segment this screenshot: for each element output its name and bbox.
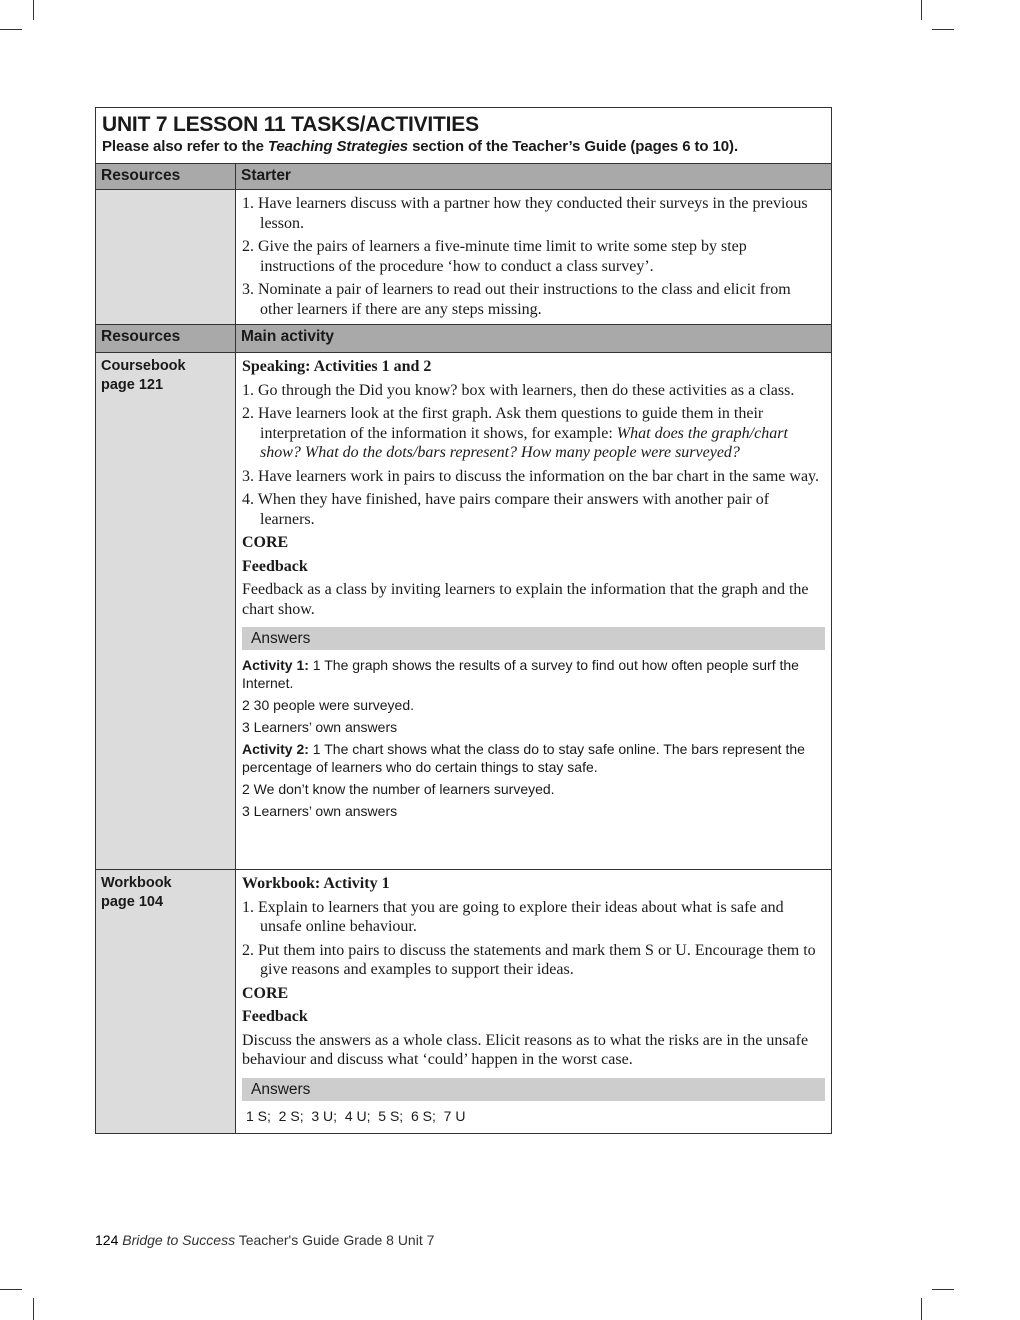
answer: 1 S; 2 S; 3 U; 4 U; 5 S; 6 S; 7 U xyxy=(246,1107,466,1124)
starter-item: 2. Give the pairs of learners a five-minute time limit to write some step by step instructions of the procedure ‘how to conduct a class survey’. xyxy=(242,238,747,275)
answer xyxy=(242,740,825,776)
book-title: Bridge to Success xyxy=(122,1232,236,1248)
page-title: UNIT 7 LESSON 11 TASKS/ACTIVITIES xyxy=(102,113,479,136)
crop-mark xyxy=(33,0,34,20)
answers-heading: Answers xyxy=(242,627,825,650)
answer: 2 30 people were surveyed. xyxy=(242,697,414,713)
main-item: 3. Have learners work in pairs to discuss the information on the bar chart in the same way. xyxy=(242,467,820,485)
table-title xyxy=(96,108,831,164)
answer xyxy=(242,656,825,692)
main-item: 1. Go through the Did you know? box with learners, then do these activities as a class. xyxy=(242,381,795,399)
lesson-table xyxy=(95,107,832,1134)
section-title: Workbook: Activity 1 xyxy=(242,875,390,892)
answer-label: Activity 1: xyxy=(242,657,309,673)
starter-item: 1. Have learners discuss with a partner how they conducted their surveys in the previous lesson. xyxy=(242,195,808,232)
feedback-text: Discuss the answers as a whole class. Elicit reasons as to what the risks are in the unsafe behaviour and discuss what ‘could’ happen in the worst case. xyxy=(242,1031,809,1068)
starter-header-row xyxy=(96,164,831,190)
answer-text: 1 The chart shows what the class do to stay safe online. The bars represent the percentage of learners who do certain things to stay safe. xyxy=(242,741,805,775)
answer: 3 Learners’ own answers xyxy=(242,803,398,819)
answer-text: 1 The graph shows the results of a survey to find out how often people surf the Internet. xyxy=(242,657,799,691)
main-item xyxy=(242,404,825,463)
starter-content xyxy=(236,190,831,324)
crop-mark xyxy=(921,0,922,20)
workbook-resource: Workbook page 104 xyxy=(96,870,236,1133)
main-resource: Coursebook page 121 xyxy=(96,353,236,869)
feedback-text: Feedback as a class by inviting learners to explain the information that the graph and the chart show. xyxy=(242,581,809,618)
starter-heading: Starter xyxy=(236,164,831,189)
workbook-content xyxy=(236,870,831,1133)
feedback-title: Feedback xyxy=(242,557,308,575)
main-content xyxy=(236,353,831,869)
workbook-item: 1. Explain to learners that you are going to explore their ideas about what is safe and unsafe online behaviour. xyxy=(242,898,784,935)
workbook-item: 2. Put them into pairs to discuss the statements and mark them S or U. Encourage them to give reasons and examples to support their ideas. xyxy=(242,941,816,978)
answers-heading: Answers xyxy=(242,1078,825,1101)
subtitle xyxy=(102,137,825,157)
item-text: 2. Have learners look at the first graph. Ask them questions to guide them in their interpretation of the information it shows, for example: xyxy=(242,405,764,442)
feedback-title: Feedback xyxy=(242,1008,308,1025)
crop-mark xyxy=(0,29,22,30)
answer-label: Activity 2: xyxy=(242,741,309,757)
page-footer xyxy=(95,1232,434,1248)
crop-mark xyxy=(932,1289,954,1290)
subtitle-italic: Teaching Strategies xyxy=(267,138,408,155)
resources-heading: Resources xyxy=(96,325,236,352)
footer-text: Teacher's Guide Grade 8 Unit 7 xyxy=(235,1232,435,1248)
crop-mark xyxy=(932,29,954,30)
main-activity-heading: Main activity xyxy=(236,325,831,352)
section-title: Speaking: Activities 1 and 2 xyxy=(242,358,432,375)
workbook-row xyxy=(96,870,831,1133)
page-number: 124 xyxy=(95,1232,119,1248)
crop-mark xyxy=(33,1298,34,1320)
crop-mark xyxy=(921,1298,922,1320)
subtitle-text: Please also refer to the xyxy=(102,138,268,155)
main-item: 4. When they have finished, have pairs compare their answers with another pair of learners. xyxy=(242,491,770,528)
resources-heading: Resources xyxy=(96,164,236,189)
core-label: CORE xyxy=(242,984,289,1002)
main-header-row xyxy=(96,325,831,353)
subtitle-text-end: section of the Teacher’s Guide (pages 6 to 10). xyxy=(408,138,739,155)
starter-row xyxy=(96,190,831,325)
main-activity-row xyxy=(96,353,831,870)
answer: 3 Learners’ own answers xyxy=(242,719,398,735)
starter-item: 3. Nominate a pair of learners to read out their instructions to the class and elicit from other learners if there are any steps missing. xyxy=(242,281,791,318)
item-italic: What does the graph/chart show? What do the dots/bars represent? How many people were surveyed? xyxy=(260,424,788,461)
core-label: CORE xyxy=(242,534,289,551)
starter-resources-cell xyxy=(96,190,236,324)
crop-mark xyxy=(0,1289,22,1290)
answer: 2 We don’t know the number of learners surveyed. xyxy=(242,781,555,797)
